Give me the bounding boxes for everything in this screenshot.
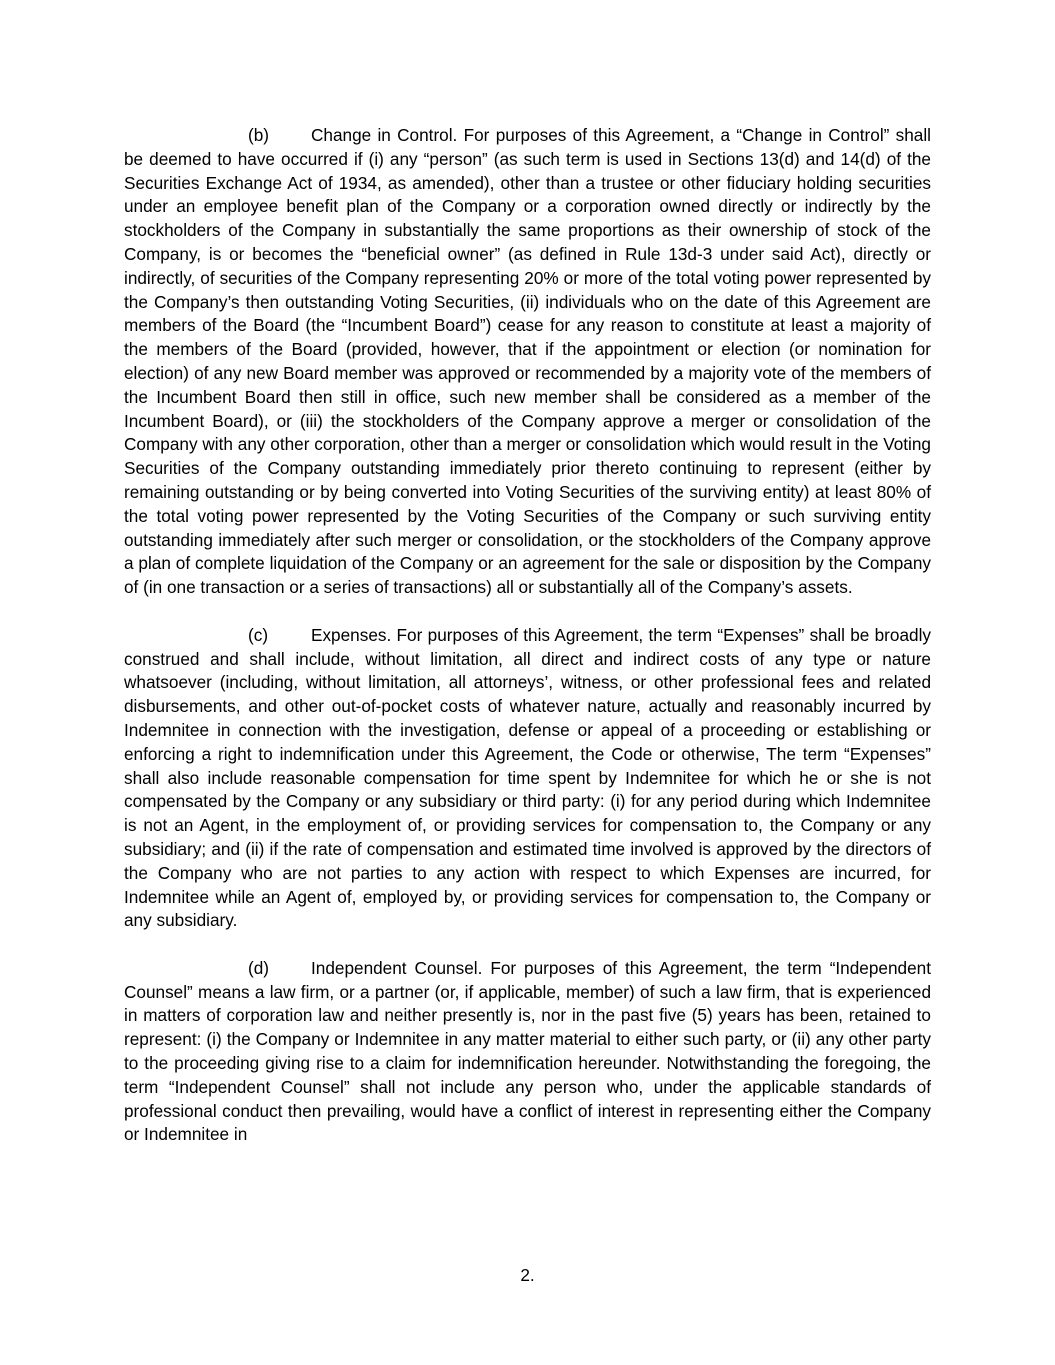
section-c-heading: Expenses. xyxy=(311,624,392,645)
section-c-marker: (c) xyxy=(248,624,269,645)
section-d-paragraph xyxy=(124,957,931,1147)
document-page xyxy=(124,124,931,1147)
section-c-paragraph xyxy=(124,624,931,933)
section-d-marker: (d) xyxy=(248,957,270,978)
page-number: 2. xyxy=(520,1265,535,1285)
section-b-text: For purposes of this Agreement, a “Change in Control” shall be deemed to have occurred if (i) any “person” (as such term is used in Sections 13(d) and 14(d) of the Securities Exchange Act of 1934, as amended), other than a trustee or other fiduciary holding securities under an employee benefit plan of the Company or a corporation owned directly or indirectly by the stockholders of the Company in substantially the same proportions as their ownership of stock of the Company, is or becomes the “beneficial owner” (as defined in Rule 13d-3 under said Act), directly or indirectly, of securities of the Company representing 20% or more of the total voting power represented by the Company’s then outstanding Voting Securities, (ii) individuals who on the date of this Agreement are members of the Board (the “Incumbent Board”) cease for any reason to constitute at least a majority of the members of the Board (provided, however, that if the appointment or election (or nomination for election) of any new Board member was approved or recommended by a majority vote of the members of the Incumbent Board then still in office, such new member shall be considered as a member of the Incumbent Board), or (iii) the stockholders of the Company approve a merger or consolidation of the Company with any other corporation, other than a merger or consolidation which would result in the Voting Securities of the Company outstanding immediately prior thereto continuing to represent (either by remaining outstanding or by being converted into Voting Securities of the surviving entity) at least 80% of the total voting power represented by the Voting Securities of the Company or such surviving entity outstanding immediately after such merger or consolidation, or the stockholders of the Company approve a plan of complete liquidation of the Company or an agreement for the sale or disposition by the Company of (in one transaction or a series of transactions) all or substantially all of the Company’s assets. xyxy=(124,125,931,598)
section-b-paragraph xyxy=(124,124,931,600)
section-b-heading: Change in Control. xyxy=(311,125,458,145)
section-d-text: For purposes of this Agreement, the term “Independent Counsel” means a law firm, or a partner (or, if applicable, member) of such a law firm, that is experienced in matters of corporation law and neither presently is, nor in the past five (5) years has been, retained to represent: (i) the Company or Indemnitee in any matter material to either such party, or (ii) any other party to the proceeding giving rise to a claim for indemnification hereunder. Notwithstanding the foregoing, the term “Independent Counsel” shall not include any person who, under the applicable standards of professional conduct then prevailing, would have a conflict of interest in representing either the Company or Indemnitee in xyxy=(124,957,931,1145)
section-d-heading: Independent Counsel. xyxy=(311,957,483,978)
section-c-text: For purposes of this Agreement, the term “Expenses” shall be broadly construed and shall include, without limitation, all direct and indirect costs of any type or nature whatsoever (including, without limitation, all attorneys’, witness, or other professional fees and related disbursements, and other out-of-pocket costs of whatever nature, actually and reasonably incurred by Indemnitee in connection with the investigation, defense or appeal of a proceeding or establishing or enforcing a right to indemnification under this Agreement, the Code or otherwise, The term “Expenses” shall also include reasonable compensation for time spent by Indemnitee for which he or she is not compensated by the Company or any subsidiary or third party: (i) for any period during which Indemnitee is not an Agent, in the employment of, or providing services for compensation to, the Company or any subsidiary; and (ii) if the rate of compensation and estimated time involved is approved by the directors of the Company who are not parties to any action with respect to which Expenses are incurred, for Indemnitee while an Agent of, employed by, or providing services for compensation to, the Company or any subsidiary. xyxy=(124,624,931,931)
section-b-marker: (b) xyxy=(248,125,270,145)
